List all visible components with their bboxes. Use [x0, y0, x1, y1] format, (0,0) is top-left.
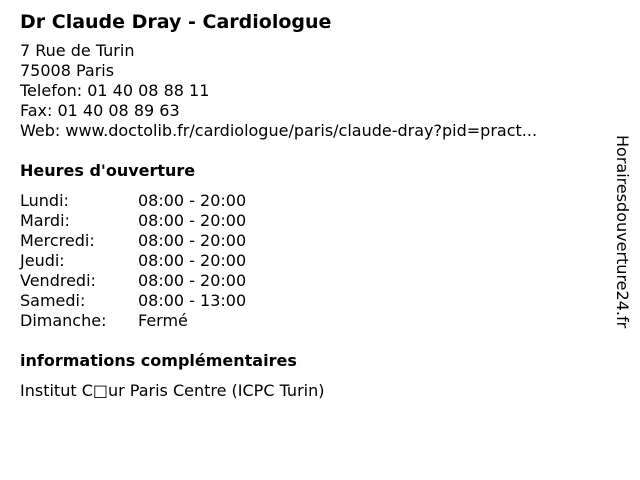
day-label: Jeudi:: [20, 251, 65, 270]
hours-row: [20, 291, 595, 311]
address-line-city: 75008 Paris: [20, 61, 115, 80]
time-value: 08:00 - 13:00: [138, 291, 247, 310]
opening-hours-heading: Heures d'ouverture: [20, 161, 196, 180]
day-label: Dimanche:: [20, 311, 107, 330]
day-label: Mercredi:: [20, 231, 95, 250]
hours-row: [20, 251, 595, 271]
time-value: 08:00 - 20:00: [138, 211, 247, 230]
page-title: Dr Claude Dray - Cardiologue: [20, 11, 332, 33]
additional-info-heading: informations complémentaires: [20, 351, 297, 370]
fax-line: Fax: 01 40 08 89 63: [20, 101, 180, 120]
time-value: 08:00 - 20:00: [138, 271, 247, 290]
website-link[interactable]: Web: www.doctolib.fr/cardiologue/paris/claude-dray?pid=pract...: [20, 121, 538, 140]
day-label: Mardi:: [20, 211, 70, 230]
site-watermark: Horairesdouverture24.fr: [613, 135, 632, 329]
time-value: Fermé: [138, 311, 188, 330]
hours-row: [20, 211, 595, 231]
hours-row: [20, 191, 595, 211]
time-value: 08:00 - 20:00: [138, 251, 247, 270]
hours-row: [20, 231, 595, 251]
day-label: Lundi:: [20, 191, 69, 210]
additional-info-text: Institut C□ur Paris Centre (ICPC Turin): [20, 381, 325, 400]
hours-row: [20, 311, 595, 331]
hours-row: [20, 271, 595, 291]
opening-hours-table: [20, 191, 595, 331]
phone-line: Telefon: 01 40 08 88 11: [20, 81, 210, 100]
day-label: Vendredi:: [20, 271, 96, 290]
time-value: 08:00 - 20:00: [138, 231, 247, 250]
day-label: Samedi:: [20, 291, 86, 310]
address-line-street: 7 Rue de Turin: [20, 41, 135, 60]
time-value: 08:00 - 20:00: [138, 191, 247, 210]
business-listing: [20, 8, 595, 401]
